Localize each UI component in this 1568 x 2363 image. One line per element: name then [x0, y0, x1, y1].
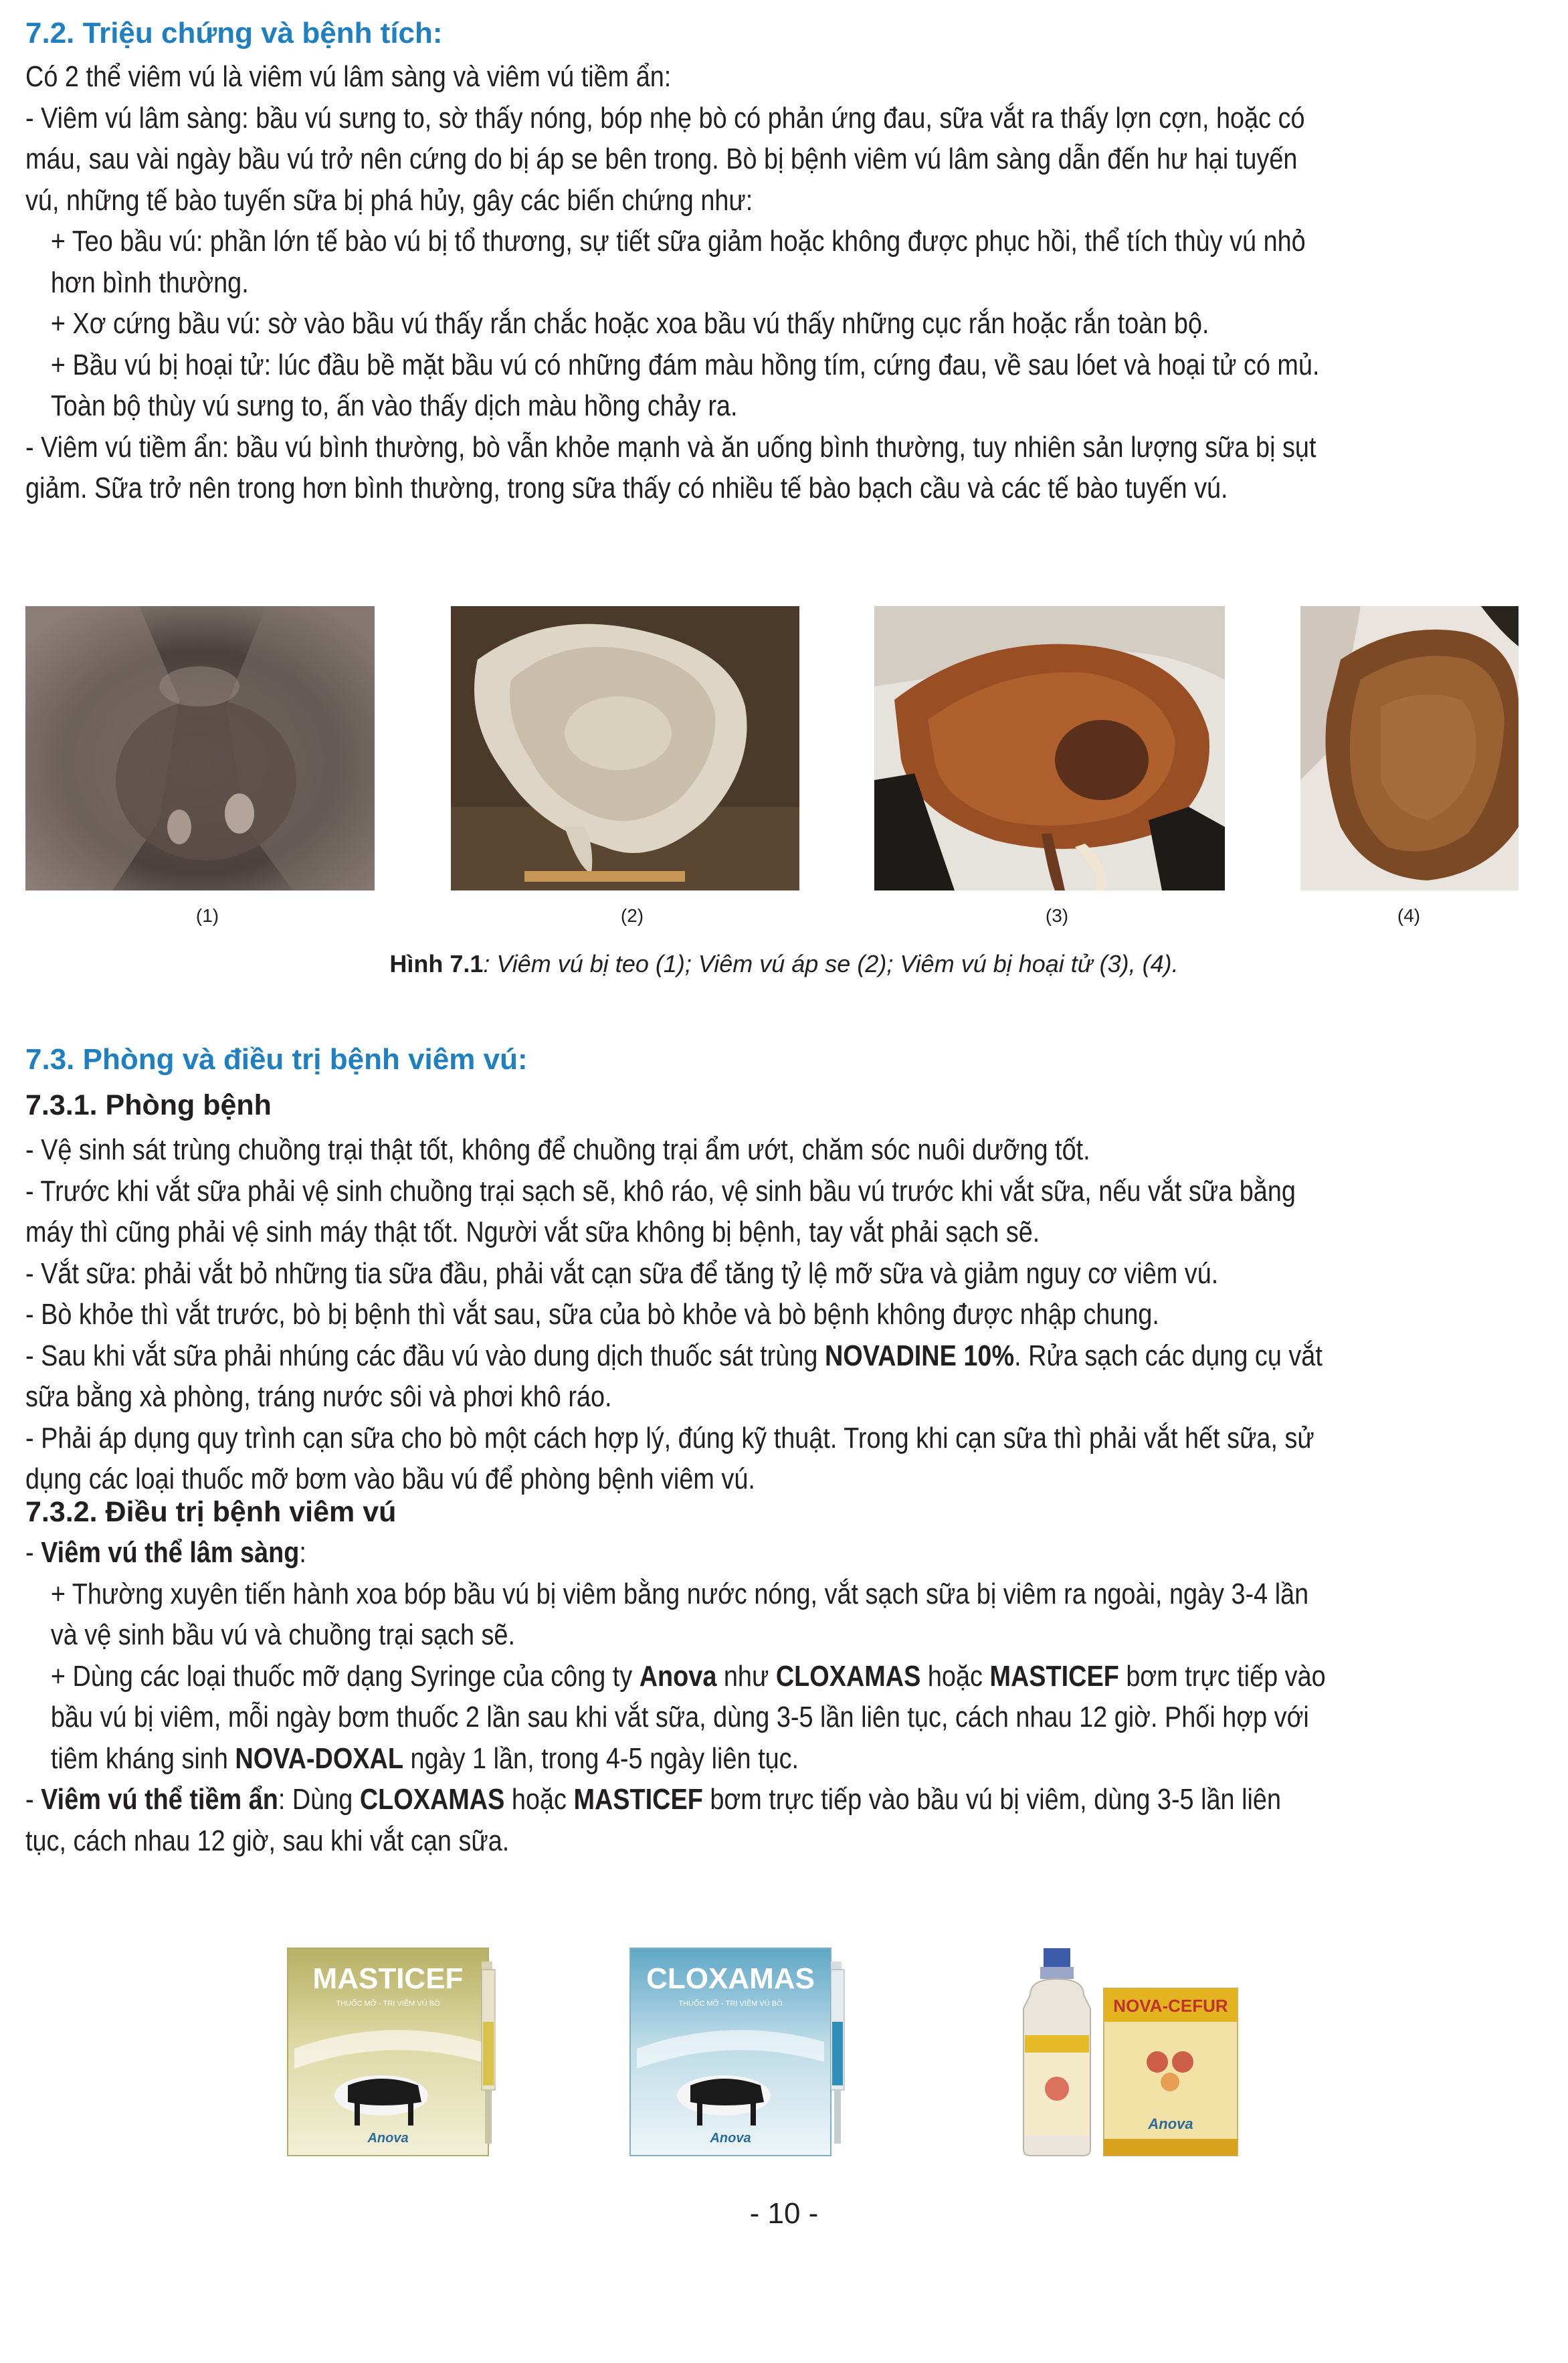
paragraph	[25, 1656, 1327, 1780]
paragraph: + Xơ cứng bầu vú: sờ vào bầu vú thấy rắn chắc hoặc xoa bầu vú thấy những cục rắn hoặc rắn toàn bộ.	[50, 307, 1209, 340]
text-run: + Dùng các loại thuốc mỡ dạng Syringe của công ty	[50, 1659, 640, 1693]
text-run: bơm trực tiếp vào bầu vú bị viêm, mỗi ngày bơm thuốc 2 lần sau khi vắt sữa, dùng 3-5 lần liên tục, cách nhau 12 giờ. Phối hợp với tiêm kháng sinh	[50, 1659, 1326, 1775]
subheading-7-3-1: 7.3.1. Phòng bệnh	[25, 1089, 272, 1121]
paragraph: - Viêm vú lâm sàng: bầu vú sưng to, sờ thấy nóng, bóp nhẹ bò có phản ứng đau, sữa vắt ra thấy lợn cợn, hoặc có máu, sau vài ngày bầu vú trở nên cứng do bị áp se bên trong. Bò bị bệnh viêm vú lâm sàng dẫn đến hư hại tuyến vú, những tế bào tuyến sữa bị phá hủy, gây các biến chứng như:	[25, 101, 1305, 217]
paragraph: + Teo bầu vú: phần lớn tế bào vú bị tổ thương, sự tiết sữa giảm hoặc không được phục hồi, thể tích thùy vú nhỏ hơn bình thường.	[50, 225, 1306, 299]
text-run: -	[25, 1536, 41, 1569]
product-brand-nova-cefur: Anova	[1148, 2115, 1193, 2132]
text-run: bơm trực tiếp vào bầu vú bị viêm, dùng 3-5 lần liên tục, cách nhau 12 giờ, sau khi vắt cạn sữa.	[25, 1783, 1282, 1857]
product-name: MASTICEF	[573, 1783, 703, 1816]
product-name: NOVA-DOXAL	[235, 1741, 403, 1775]
paragraph: - Vệ sinh sát trùng chuồng trại thật tốt, không để chuồng trại ẩm ướt, chăm sóc nuôi dưỡng tốt.	[25, 1133, 1090, 1166]
product-name: MASTICEF	[989, 1659, 1119, 1693]
company-name: Anova	[639, 1659, 717, 1693]
paragraph: Có 2 thể viêm vú là viêm vú lâm sàng và viêm vú tiềm ẩn:	[25, 60, 672, 93]
text-run: : Dùng	[278, 1783, 360, 1816]
product-cloxamas	[623, 1935, 898, 2162]
page-number: - 10 -	[749, 2197, 819, 2230]
text-run: hoặc	[504, 1783, 574, 1816]
paragraph: - Bò khỏe thì vắt trước, bò bị bệnh thì vắt sau, sữa của bò khỏe và bò bệnh không được nhập chung.	[25, 1298, 1159, 1331]
photo-atrophied-udder	[25, 606, 375, 890]
product-brand-cloxamas: Anova	[710, 2131, 751, 2146]
product-sub-masticef: THUỐC MỠ - TRỊ VIÊM VÚ BÒ	[336, 2000, 440, 2008]
product-nova-cefur	[1003, 1935, 1258, 2162]
figure-caption-text: : Viêm vú bị teo (1); Viêm vú áp se (2); Viêm vú bị hoại tử (3), (4).	[483, 950, 1179, 977]
figure-label-2: (2)	[620, 905, 644, 926]
product-brand-masticef: Anova	[367, 2131, 409, 2146]
text-run: :	[299, 1536, 306, 1569]
bold-label: Viêm vú thể tiềm ẩn	[41, 1783, 278, 1816]
product-name-nova-cefur: NOVA-CEFUR	[1113, 1996, 1228, 2016]
paragraph	[25, 1335, 1327, 1418]
text-run: ngày 1 lần, trong 4-5 ngày liên tục.	[403, 1741, 799, 1775]
product-name: CLOXAMAS	[775, 1659, 921, 1693]
product-name-masticef: MASTICEF	[312, 1962, 464, 1995]
paragraph: + Thường xuyên tiến hành xoa bóp bầu vú bị viêm bằng nước nóng, vắt sạch sữa bị viêm ra ngoài, ngày 3-4 lần và vệ sinh bầu vú và chuồng trại sạch sẽ.	[50, 1577, 1309, 1651]
figure-label-3: (3)	[1045, 905, 1069, 926]
photo-necrotic-udder-rear	[1300, 606, 1518, 890]
product-name-cloxamas: CLOXAMAS	[646, 1962, 815, 1995]
section-7-3-1-body	[25, 1129, 1327, 1500]
paragraph: - Phải áp dụng quy trình cạn sữa cho bò một cách hợp lý, đúng kỹ thuật. Trong khi cạn sữa thì phải vắt hết sữa, sử dụng các loại thuốc mỡ bơm vào bầu vú để phòng bệnh viêm vú.	[25, 1421, 1314, 1495]
paragraph: + Bầu vú bị hoại tử: lúc đầu bề mặt bầu vú có những đám màu hồng tím, cứng đau, về sau lóet và hoại tử có mủ. Toàn bộ thùy vú sưng to, ấn vào thấy dịch màu hồng chảy ra.	[50, 348, 1320, 422]
paragraph	[25, 1779, 1327, 1861]
figure-label-1: (1)	[195, 905, 219, 926]
product-name: CLOXAMAS	[359, 1783, 505, 1816]
paragraph: - Vắt sữa: phải vắt bỏ những tia sữa đầu, phải vắt cạn sữa để tăng tỷ lệ mỡ sữa và giảm nguy cơ viêm vú.	[25, 1256, 1219, 1290]
product-masticef	[281, 1935, 549, 2162]
section-7-3-2-body	[25, 1532, 1327, 1861]
section-heading-7-3: 7.3. Phòng và điều trị bệnh viêm vú:	[25, 1043, 528, 1076]
subheading-7-3-2: 7.3.2. Điều trị bệnh viêm vú	[25, 1496, 397, 1528]
paragraph: - Trước khi vắt sữa phải vệ sinh chuồng trại sạch sẽ, khô ráo, vệ sinh bầu vú trước khi vắt sữa, nếu vắt sữa bằng máy thì cũng phải vệ sinh máy thật tốt. Người vắt sữa không bị bệnh, tay vắt phải sạch sẽ.	[25, 1174, 1296, 1248]
figure-caption	[0, 949, 1568, 979]
figure-caption-label: Hình 7.1	[389, 950, 484, 977]
photo-necrotic-udder-side	[874, 606, 1225, 890]
text-run: . Rửa sạch các dụng cụ vắt sữa bằng xà phòng, tráng nước sôi và phơi khô ráo.	[25, 1339, 1322, 1413]
text-run: -	[25, 1783, 41, 1816]
photo-abscessed-udder	[451, 606, 799, 890]
section-heading-7-2: 7.2. Triệu chứng và bệnh tích:	[25, 17, 443, 50]
section-7-2-body	[25, 56, 1327, 509]
paragraph: - Viêm vú tiềm ẩn: bầu vú bình thường, bò vẫn khỏe mạnh và ăn uống bình thường, tuy nhiên sản lượng sữa bị sụt giảm. Sữa trở nên trong hơn bình thường, trong sữa thấy có nhiều tế bào bạch cầu và các tế bào tuyến vú.	[25, 430, 1316, 504]
product-sub-cloxamas: THUỐC MỠ - TRỊ VIÊM VÚ BÒ	[678, 2000, 783, 2008]
text-run: như	[716, 1659, 776, 1693]
paragraph	[25, 1532, 1327, 1574]
text-run: - Sau khi vắt sữa phải nhúng các đầu vú vào dung dịch thuốc sát trùng	[25, 1339, 825, 1372]
figure-label-4: (4)	[1397, 905, 1421, 926]
product-name: NOVADINE 10%	[824, 1339, 1015, 1372]
bold-label: Viêm vú thể lâm sàng	[41, 1536, 300, 1569]
text-run: hoặc	[920, 1659, 990, 1693]
